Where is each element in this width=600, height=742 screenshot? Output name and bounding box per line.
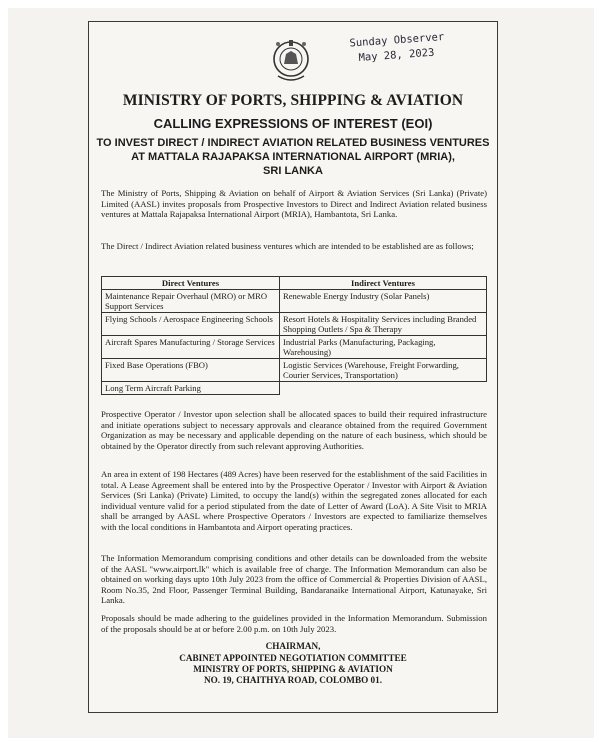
signature-line: MINISTRY OF PORTS, SHIPPING & AVIATION xyxy=(193,664,393,674)
ventures-intro: The Direct / Indirect Aviation related business ventures which are intended to be established are as follows; xyxy=(101,241,474,251)
submission-paragraph: Proposals should be made adhering to the guidelines provided in the Information Memorandum. Submission of the proposals should be at or before 2.00 p.m. on 10th July 2023. xyxy=(101,613,487,634)
table-cell: Renewable Energy Industry (Solar Panels) xyxy=(280,290,487,313)
table-cell: Flying Schools / Aerospace Engineering Schools xyxy=(102,313,280,336)
handwritten-line: May 28, 2023 xyxy=(358,46,435,64)
table-cell: Resort Hotels & Hospitality Services including Branded Shopping Outlets / Spa & Therapy xyxy=(280,313,487,336)
table-row xyxy=(102,290,487,313)
table-cell: Long Term Aircraft Parking xyxy=(102,382,280,395)
eoi-heading: CALLING EXPRESSIONS OF INTEREST (EOI) xyxy=(153,116,433,131)
table-cell-empty xyxy=(280,382,487,395)
table-row xyxy=(102,359,487,382)
subtitle xyxy=(90,136,496,178)
signature-block xyxy=(90,641,496,686)
area-paragraph: An area in extent of 198 Hectares (489 Acres) have been reserved for the establishment of the said Facilities in total. A Lease Agreement shall be entered into by the Prospective Operator / Investor with Airport & Aviation Services (Sri Lanka) (Private) Limited, to occupy the land(s) within the segregated zones allocated for each individual venture valid for a period stipulated from the date of Letter of Award (LoA). A Site Visit to MRIA shall be arranged by AASL where Prospective Operators / Investors are expected to familiarize themselves with the local conditions in Hambantota and Airport operating practices. xyxy=(101,469,487,532)
table-cell: Maintenance Repair Overhaul (MRO) or MRO Support Services xyxy=(102,290,280,313)
memorandum-paragraph: The Information Memorandum comprising conditions and other details can be downloaded from the website of the AASL "www.airport.lk" which is available free of charge. The Information Memorandum can also be obtained on working days upto 10th July 2023 from the office of Commercial & Properties Division of AASL, Room No.35, 2nd Floor, Passenger Terminal Building, Bandaranaike International Airport, Katunayake, Sri Lanka. xyxy=(101,553,487,606)
signature-line: CHAIRMAN, xyxy=(265,641,321,651)
table-row xyxy=(102,382,487,395)
allocation-paragraph: Prospective Operator / Investor upon selection shall be allocated spaces to build their required infrastructure and initiate operations subject to necessary approvals and clearance obtained from the required Government Organization as may be necessary and applicable depending on the nature of each business, which should be obtained by the Operator directly from such relevant approving Authorities. xyxy=(101,409,487,451)
ministry-heading: MINISTRY OF PORTS, SHIPPING & AVIATION xyxy=(122,92,464,109)
sri-lanka-emblem-icon xyxy=(270,34,312,86)
handwritten-line: Sunday Observer xyxy=(349,30,445,50)
table-cell: Aircraft Spares Manufacturing / Storage Services xyxy=(102,336,280,359)
table-cell: Fixed Base Operations (FBO) xyxy=(102,359,280,382)
table-cell: Industrial Parks (Manufacturing, Packaging, Warehousing) xyxy=(280,336,487,359)
subtitle-line: AT MATTALA RAJAPAKSA INTERNATIONAL AIRPORT (MRIA), xyxy=(131,151,455,163)
subtitle-line: SRI LANKA xyxy=(263,165,323,177)
subtitle-line: TO INVEST DIRECT / INDIRECT AVIATION RELATED BUSINESS VENTURES xyxy=(96,137,490,149)
signature-line: NO. 19, CHAITHYA ROAD, COLOMBO 01. xyxy=(203,675,383,685)
table-cell: Logistic Services (Warehouse, Freight Forwarding, Courier Services, Transportation) xyxy=(280,359,487,382)
direct-ventures-header: Direct Ventures xyxy=(102,277,280,290)
signature-line: CABINET APPOINTED NEGOTIATION COMMITTEE xyxy=(179,653,407,663)
table-header-row xyxy=(102,277,487,290)
table-row xyxy=(102,313,487,336)
ventures-table xyxy=(101,276,487,395)
intro-paragraph: The Ministry of Ports, Shipping & Aviation on behalf of Airport & Aviation Services (Sri Lanka) (Private) Limited (AASL) invites proposals from Prospective Investors to Direct and Indirect Aviation related business ventures at Mattala Rajapaksa International Airport (MRIA), Hambantota, Sri Lanka. xyxy=(101,188,487,220)
table-row xyxy=(102,336,487,359)
indirect-ventures-header: Indirect Ventures xyxy=(280,277,487,290)
